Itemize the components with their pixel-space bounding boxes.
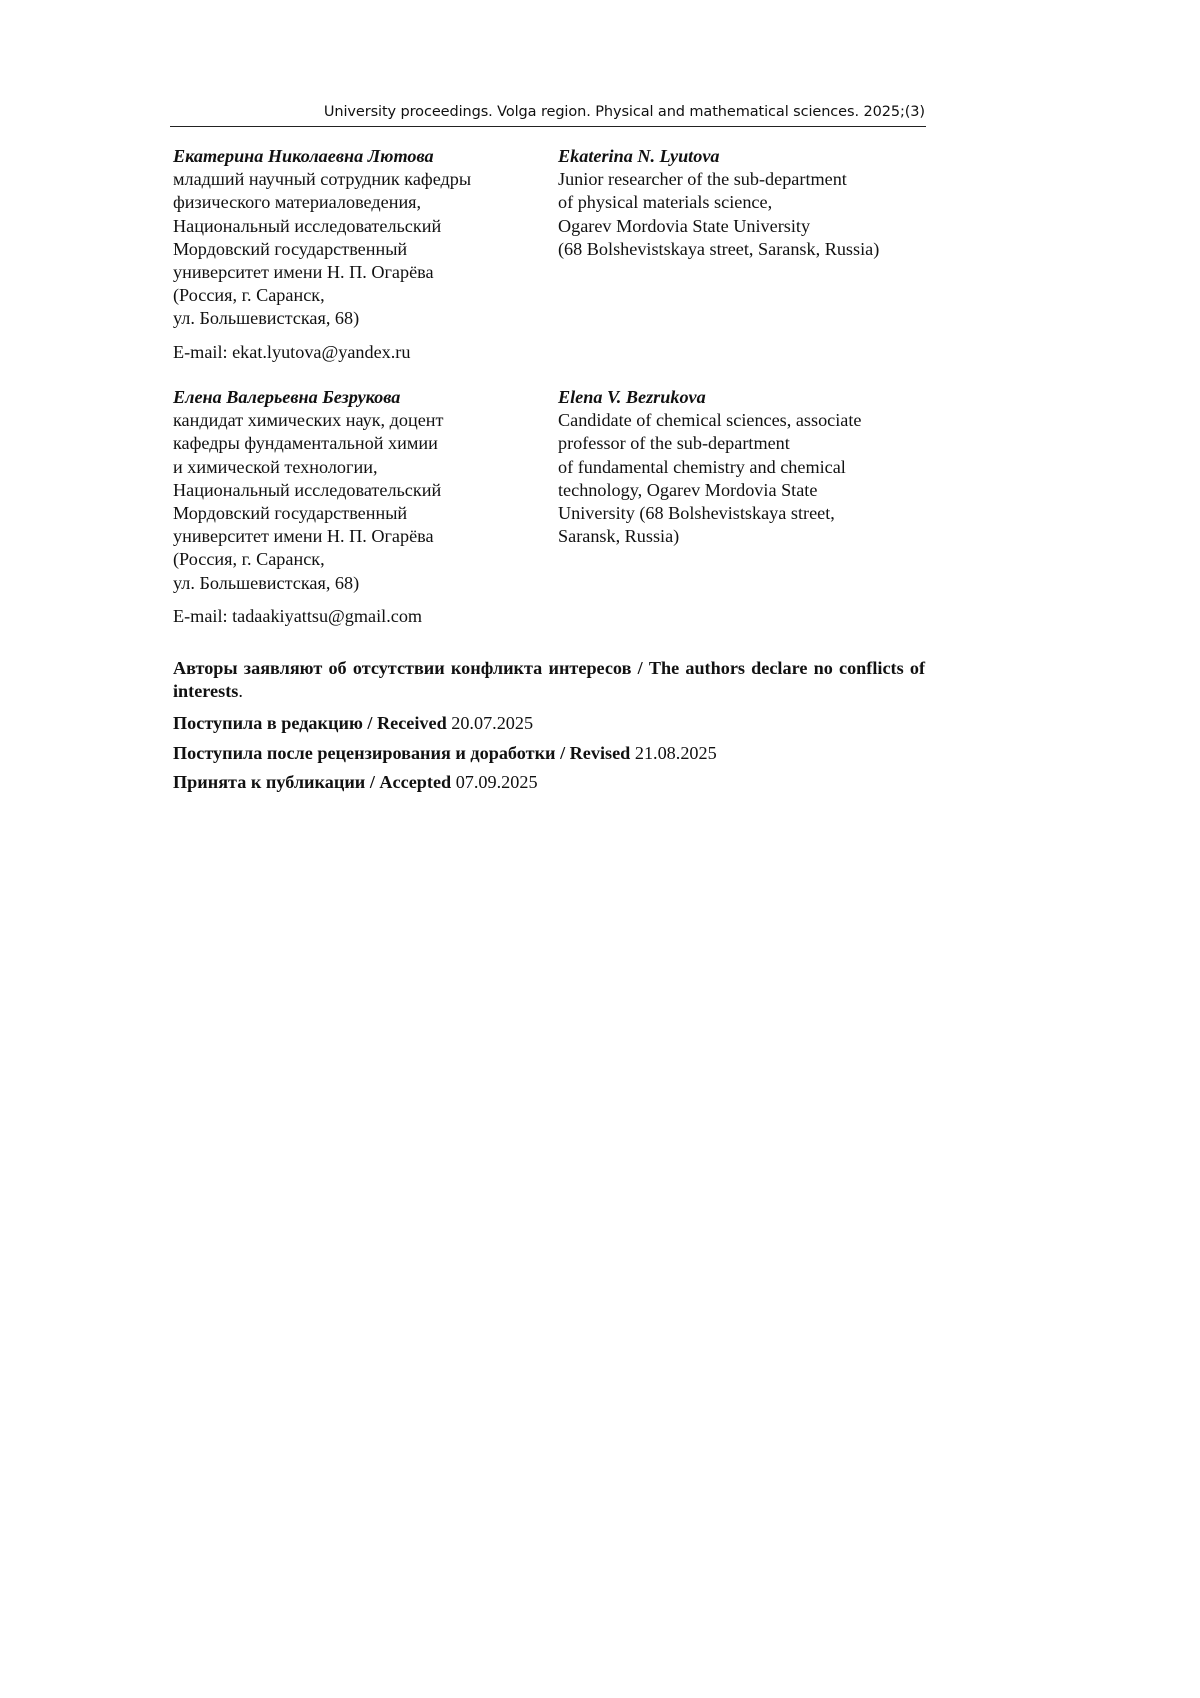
conflict-declaration-period: .	[238, 681, 243, 702]
date-received-label: Поступила в редакцию / Received	[173, 713, 447, 733]
author-1-email: E-mail: ekat.lyutova@yandex.ru	[173, 341, 411, 362]
author-1-en-line: Junior researcher of the sub-department	[558, 169, 847, 190]
running-header: University proceedings. Volga region. Physical and mathematical sciences. 2025;(3)	[323, 104, 925, 120]
author-1-ru-line: физического материаловедения,	[173, 192, 422, 213]
date-received-value: 20.07.2025	[451, 713, 534, 733]
date-revised-value: 21.08.2025	[634, 742, 717, 763]
author-2-en-line: of fundamental chemistry and chemical	[558, 456, 846, 477]
author-2-ru-line: кафедры фундаментальной химии	[173, 433, 438, 454]
conflict-declaration-text: Авторы заявляют об отсутствии конфликта интересов / The authors declare no conflicts of interests	[173, 658, 925, 702]
author-1-en-line: of physical materials science,	[558, 192, 773, 213]
author-2-ru-name: Елена Валерьевна Безрукова	[173, 387, 401, 407]
author-2-en-name: Elena V. Bezrukova	[558, 387, 706, 407]
author-1-en-block	[558, 145, 938, 261]
author-2-ru-line: и химической технологии,	[173, 456, 378, 477]
author-2-en-line: professor of the sub-department	[558, 433, 790, 454]
date-accepted-value: 07.09.2025	[455, 772, 538, 792]
date-accepted-label: Принята к публикации / Accepted	[173, 772, 452, 792]
author-1-ru-block	[173, 145, 553, 364]
date-received	[173, 709, 925, 739]
author-1-ru-line: младший научный сотрудник кафедры	[173, 169, 472, 190]
author-2-en-line: University (68 Bolshevistskaya street,	[558, 503, 835, 524]
author-2-ru-line: (Россия, г. Саранск,	[173, 549, 325, 570]
date-accepted	[173, 768, 925, 798]
conflict-declaration	[173, 657, 925, 703]
author-2-ru-line: кандидат химических наук, доцент	[173, 410, 444, 431]
author-1-en-line: (68 Bolshevistskaya street, Saransk, Russia)	[558, 238, 880, 259]
author-1-ru-name: Екатерина Николаевна Лютова	[173, 146, 434, 166]
author-2-en-block	[558, 386, 938, 548]
author-2-ru-line: Национальный исследовательский	[173, 479, 442, 500]
author-1-ru-line: ул. Большевистская, 68)	[173, 308, 360, 329]
header-rule	[170, 126, 926, 127]
author-1-ru-line: Мордовский государственный	[173, 238, 408, 259]
author-1-ru-line: Национальный исследовательский	[173, 215, 442, 236]
author-2-email: E-mail: tadaakiyattsu@gmail.com	[173, 605, 423, 626]
author-2-ru-line: ул. Большевистская, 68)	[173, 572, 360, 593]
date-revised-label: Поступила после рецензирования и доработки / Revised	[173, 742, 631, 763]
author-1-ru-line: (Россия, г. Саранск,	[173, 285, 325, 306]
author-2-en-line: Saransk, Russia)	[558, 526, 680, 547]
author-1-ru-line: университет имени Н. П. Огарёва	[173, 262, 434, 283]
article-dates	[173, 709, 925, 798]
author-2-ru-line: Мордовский государственный	[173, 503, 408, 524]
author-1-en-name: Ekaterina N. Lyutova	[558, 146, 720, 166]
date-revised	[173, 739, 925, 769]
author-2-en-line: Candidate of chemical sciences, associate	[558, 410, 862, 431]
author-2-en-line: technology, Ogarev Mordovia State	[558, 479, 818, 500]
author-2-ru-line: университет имени Н. П. Огарёва	[173, 526, 434, 547]
author-1-en-line: Ogarev Mordovia State University	[558, 215, 811, 236]
author-2-ru-block	[173, 386, 553, 628]
